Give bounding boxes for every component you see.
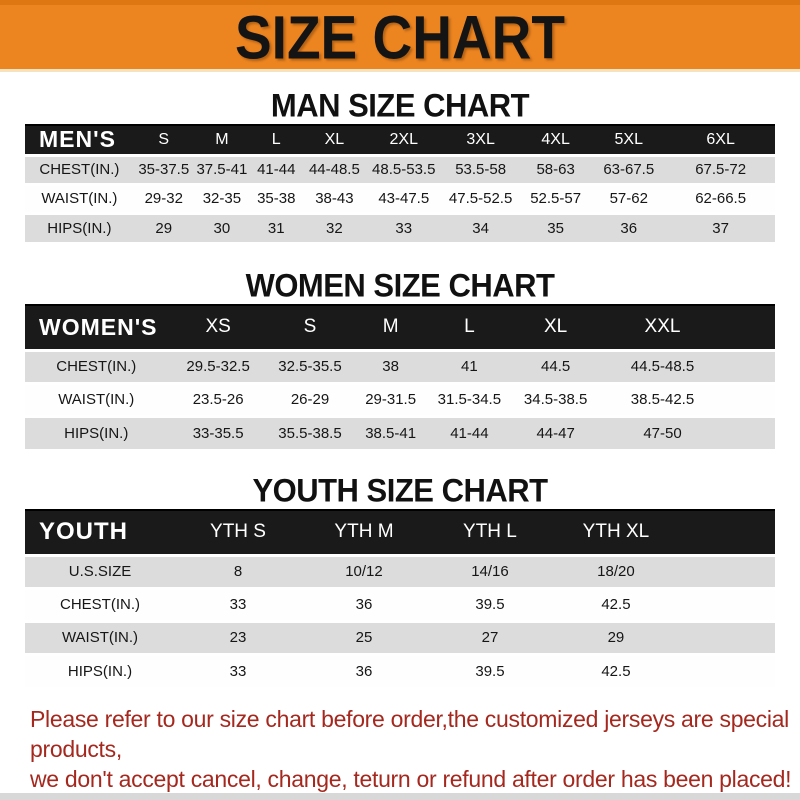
table-cell: 10/12 — [301, 555, 427, 588]
youth-col-m: YTH M — [301, 510, 427, 555]
men-header-row — [25, 125, 775, 155]
youth-ussize-row — [25, 555, 775, 588]
table-cell: 35-37.5 — [134, 155, 194, 184]
men-chest-row — [25, 155, 775, 184]
filler-cell — [723, 305, 776, 350]
table-cell: 44.5 — [509, 350, 603, 383]
page-title: SIZE CHART — [235, 2, 565, 72]
women-col-l: L — [430, 305, 509, 350]
table-cell: 38.5-41 — [351, 416, 430, 449]
row-label: WAIST(IN.) — [25, 383, 168, 416]
men-col-2xl: 2XL — [366, 125, 441, 155]
table-cell: 41-44 — [430, 416, 509, 449]
table-cell: 38-43 — [303, 184, 367, 213]
table-cell: 42.5 — [553, 654, 679, 687]
table-cell: 44-47 — [509, 416, 603, 449]
row-label: HIPS(IN.) — [25, 213, 134, 242]
row-label: CHEST(IN.) — [25, 588, 175, 621]
filler-cell — [723, 383, 776, 416]
youth-size-table — [25, 509, 775, 687]
filler-cell — [679, 588, 775, 621]
women-col-s: S — [269, 305, 352, 350]
women-waist-row — [25, 383, 775, 416]
table-cell: 39.5 — [427, 588, 553, 621]
table-cell: 29-31.5 — [351, 383, 430, 416]
table-cell: 23.5-26 — [168, 383, 269, 416]
women-chest-row — [25, 350, 775, 383]
table-cell: 35-38 — [250, 184, 303, 213]
row-label: WAIST(IN.) — [25, 184, 134, 213]
table-cell: 42.5 — [553, 588, 679, 621]
youth-waist-row — [25, 621, 775, 654]
men-col-l: L — [250, 125, 303, 155]
row-label: U.S.SIZE — [25, 555, 175, 588]
filler-cell — [679, 621, 775, 654]
table-cell: 27 — [427, 621, 553, 654]
table-cell: 32-35 — [194, 184, 250, 213]
men-waist-row — [25, 184, 775, 213]
table-cell: 63-67.5 — [591, 155, 666, 184]
women-hips-row — [25, 416, 775, 449]
men-col-4xl: 4XL — [520, 125, 591, 155]
table-cell: 33-35.5 — [168, 416, 269, 449]
table-cell: 18/20 — [553, 555, 679, 588]
table-cell: 36 — [301, 654, 427, 687]
table-cell: 29-32 — [134, 184, 194, 213]
filler-cell — [679, 555, 775, 588]
bottom-edge-strip — [0, 793, 800, 800]
disclaimer-note — [30, 704, 800, 794]
men-table-title: MEN'S — [25, 125, 134, 155]
men-hips-row — [25, 213, 775, 242]
note-line-1: Please refer to our size chart before order,the customized jerseys are special products, — [30, 706, 789, 762]
youth-hips-row — [25, 654, 775, 687]
table-cell: 57-62 — [591, 184, 666, 213]
row-label: HIPS(IN.) — [25, 416, 168, 449]
women-col-xs: XS — [168, 305, 269, 350]
table-cell: 33 — [366, 213, 441, 242]
youth-table-title: YOUTH — [25, 510, 175, 555]
men-col-m: M — [194, 125, 250, 155]
table-cell: 43-47.5 — [366, 184, 441, 213]
filler-cell — [723, 416, 776, 449]
men-col-xl: XL — [303, 125, 367, 155]
table-cell: 33 — [175, 588, 301, 621]
man-size-chart-heading: MAN SIZE CHART — [270, 87, 530, 124]
table-cell: 37.5-41 — [194, 155, 250, 184]
youth-chest-row — [25, 588, 775, 621]
men-col-3xl: 3XL — [441, 125, 520, 155]
women-col-m: M — [351, 305, 430, 350]
table-cell: 8 — [175, 555, 301, 588]
table-cell: 34.5-38.5 — [509, 383, 603, 416]
youth-header-row — [25, 510, 775, 555]
table-cell: 29 — [134, 213, 194, 242]
table-cell: 33 — [175, 654, 301, 687]
youth-size-chart-heading: YOUTH SIZE CHART — [252, 472, 548, 509]
table-cell: 62-66.5 — [666, 184, 775, 213]
table-cell: 29 — [553, 621, 679, 654]
filler-cell — [679, 654, 775, 687]
table-cell: 52.5-57 — [520, 184, 591, 213]
table-cell: 41 — [430, 350, 509, 383]
youth-col-l: YTH L — [427, 510, 553, 555]
table-cell: 36 — [301, 588, 427, 621]
table-cell: 35.5-38.5 — [269, 416, 352, 449]
size-chart-banner — [0, 0, 800, 72]
row-label: CHEST(IN.) — [25, 155, 134, 184]
row-label: HIPS(IN.) — [25, 654, 175, 687]
row-label: CHEST(IN.) — [25, 350, 168, 383]
table-cell: 44.5-48.5 — [603, 350, 723, 383]
table-cell: 32.5-35.5 — [269, 350, 352, 383]
table-cell: 31.5-34.5 — [430, 383, 509, 416]
table-cell: 48.5-53.5 — [366, 155, 441, 184]
women-col-xl: XL — [509, 305, 603, 350]
men-size-table — [25, 124, 775, 242]
table-cell: 39.5 — [427, 654, 553, 687]
table-cell: 25 — [301, 621, 427, 654]
table-cell: 67.5-72 — [666, 155, 775, 184]
filler-cell — [679, 510, 775, 555]
table-cell: 29.5-32.5 — [168, 350, 269, 383]
table-cell: 34 — [441, 213, 520, 242]
table-cell: 32 — [303, 213, 367, 242]
women-size-table — [25, 304, 775, 449]
table-cell: 30 — [194, 213, 250, 242]
table-cell: 58-63 — [520, 155, 591, 184]
men-col-s: S — [134, 125, 194, 155]
women-col-xxl: XXL — [603, 305, 723, 350]
table-cell: 53.5-58 — [441, 155, 520, 184]
table-cell: 23 — [175, 621, 301, 654]
table-cell: 26-29 — [269, 383, 352, 416]
youth-col-s: YTH S — [175, 510, 301, 555]
table-cell: 38 — [351, 350, 430, 383]
youth-col-xl: YTH XL — [553, 510, 679, 555]
table-cell: 44-48.5 — [303, 155, 367, 184]
table-cell: 38.5-42.5 — [603, 383, 723, 416]
table-cell: 35 — [520, 213, 591, 242]
table-cell: 47.5-52.5 — [441, 184, 520, 213]
table-cell: 36 — [591, 213, 666, 242]
women-header-row — [25, 305, 775, 350]
table-cell: 47-50 — [603, 416, 723, 449]
women-table-title: WOMEN'S — [25, 305, 168, 350]
women-size-chart-heading: WOMEN SIZE CHART — [245, 267, 555, 304]
men-col-6xl: 6XL — [666, 125, 775, 155]
row-label: WAIST(IN.) — [25, 621, 175, 654]
filler-cell — [723, 350, 776, 383]
note-line-2: we don't accept cancel, change, teturn or refund after order has been placed! — [30, 766, 792, 792]
table-cell: 14/16 — [427, 555, 553, 588]
table-cell: 31 — [250, 213, 303, 242]
men-col-5xl: 5XL — [591, 125, 666, 155]
table-cell: 37 — [666, 213, 775, 242]
table-cell: 41-44 — [250, 155, 303, 184]
